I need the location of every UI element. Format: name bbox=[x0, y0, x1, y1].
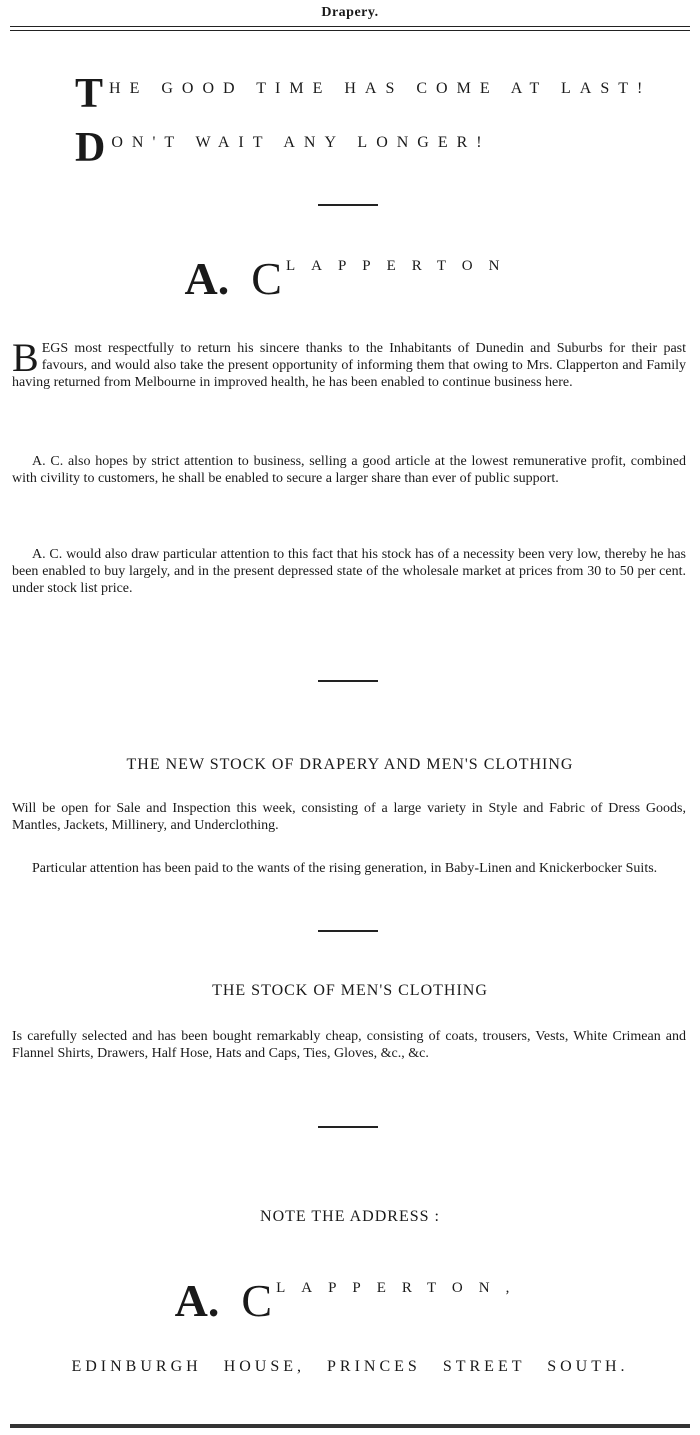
divider-dash bbox=[318, 930, 378, 932]
headline-text: ON'T WAIT ANY LONGER! bbox=[111, 134, 491, 151]
name-rest: LAPPERTON bbox=[285, 258, 516, 274]
section-heading-new-stock: THE NEW STOCK OF DRAPERY AND MEN'S CLOTHING bbox=[126, 756, 574, 773]
headline-initial: D bbox=[75, 125, 106, 171]
paragraph-attention-business: A. C. also hopes by strict attention to business, selling a good article at the lowest remunerative profit, combined with civility to customers, he shall be enabled to secure a larger share than ever of public support. bbox=[12, 454, 686, 486]
divider-dash bbox=[318, 204, 378, 206]
section-heading-mens-clothing: THE STOCK OF MEN'S CLOTHING bbox=[212, 982, 488, 999]
headline-text: HE GOOD TIME HAS COME AT LAST! bbox=[109, 80, 652, 97]
divider-dash bbox=[318, 1126, 378, 1128]
address-note: NOTE THE ADDRESS : bbox=[260, 1208, 440, 1225]
footer-rule bbox=[10, 1424, 690, 1428]
merchant-name-footer bbox=[0, 1275, 700, 1326]
paragraph-mens-clothing: Is carefully selected and has been bought remarkably cheap, consisting of coats, trousers, Vests, White Crimean and Flannel Shirts, Drawers, Half Hose, Hats and Caps, Ties, Gloves, &c., &c. bbox=[12, 1029, 686, 1061]
page-header-title: Drapery. bbox=[321, 5, 379, 20]
header-rule bbox=[10, 26, 690, 27]
header-rule-thin bbox=[10, 30, 690, 31]
intro-text: EGS most respectfully to return his sincere thanks to the Inhabitants of Dunedin and Suburbs for their past favours, and would also take the present opportunity of informing them that owing to Mrs. Clapperton and Family having returned from Melbourne in improved health, he has been enabled to continue business here. bbox=[12, 341, 686, 390]
intro-dropcap: B bbox=[12, 335, 39, 380]
merchant-name bbox=[0, 253, 700, 304]
headline-dont-wait bbox=[75, 125, 491, 171]
headline-initial: T bbox=[75, 71, 104, 117]
paragraph-open-for-sale: Will be open for Sale and Inspection this week, consisting of a large variety in Style and Fabric of Dress Goods, Mantles, Jackets, Millinery, and Underclothing. bbox=[12, 801, 686, 833]
name-initial-c: C bbox=[251, 253, 282, 304]
name-initial-c: C bbox=[241, 1275, 273, 1326]
divider-dash bbox=[318, 680, 378, 682]
name-initial-a: A. bbox=[184, 253, 230, 304]
name-initial-a: A. bbox=[174, 1275, 220, 1326]
paragraph-stock-low: A. C. would also draw particular attention to this fact that his stock has of a necessity been very low, thereby he has been enabled to buy largely, and in the present depressed state of the wholesale market at prices from 30 to 50 per cent. under stock list price. bbox=[12, 547, 686, 596]
headline-good-time bbox=[75, 71, 652, 117]
address-line: EDINBURGH HOUSE, PRINCES STREET SOUTH. bbox=[71, 1358, 629, 1375]
intro-paragraph bbox=[12, 335, 686, 391]
paragraph-rising-generation: Particular attention has been paid to the wants of the rising generation, in Baby-Linen and Knickerbocker Suits. bbox=[32, 861, 658, 876]
name-rest: LAPPERTON, bbox=[276, 1280, 526, 1296]
